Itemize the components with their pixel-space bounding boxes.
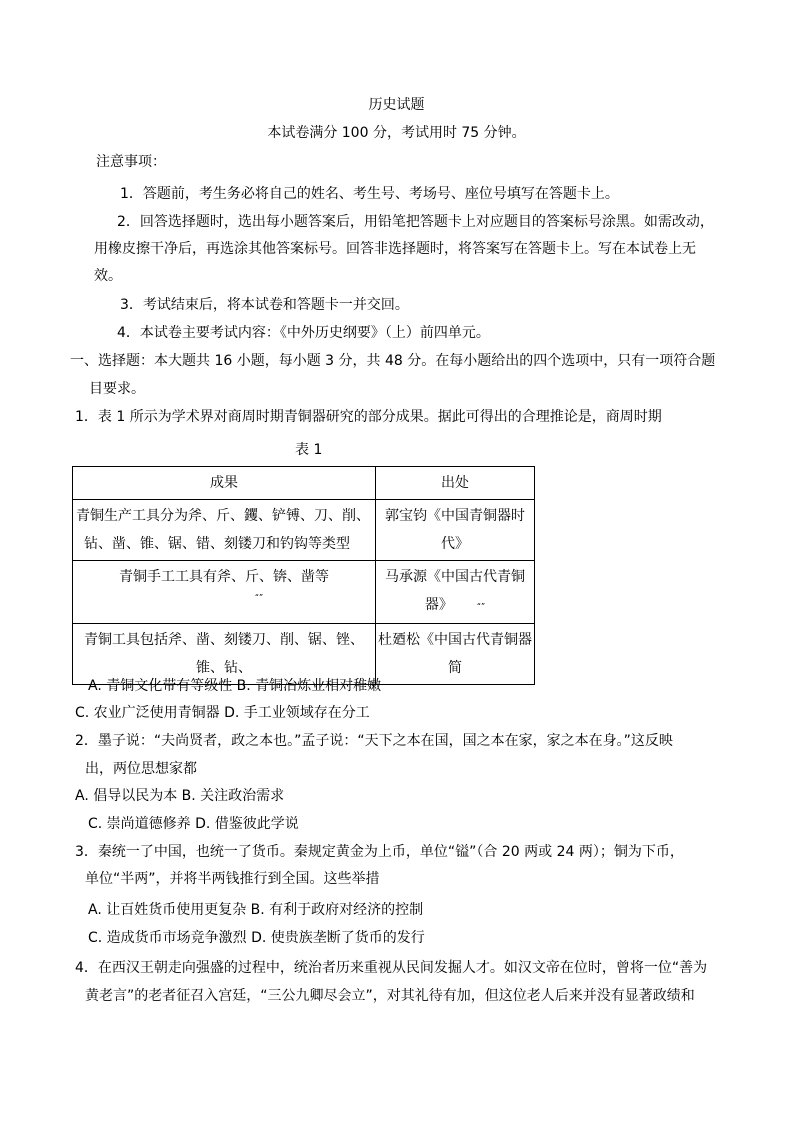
question-1-options-line1: A. 青铜文化带有等级性 B. 青铜冶炼业相对稚嫩 (88, 678, 382, 694)
cell-mark: “” (254, 593, 264, 602)
page-title: 历史试题 (368, 97, 425, 113)
notice-2-line3: 效。 (94, 268, 122, 284)
question-2-options-line1: A. 倡导以民为本 B. 关注政治需求 (75, 788, 285, 804)
table-row (73, 500, 535, 561)
cell-line: 简 (448, 660, 462, 676)
question-3-options-line1: A. 让百姓货币使用更复杂 B. 有利于政府对经济的控制 (88, 902, 424, 918)
question-2-stem-line2: 出，两位思想家都 (85, 761, 197, 777)
question-4-stem-line2: 黄老言”的老者征召入宫廷，“三公九卿尽会立”，对其礼待有加，但这位老人后来并没有显著政绩和 (85, 988, 695, 1004)
cell-line: 锥、钻、 (196, 660, 252, 676)
notice-3: 3．考试结束后，将本试卷和答题卡一并交回。 (120, 297, 409, 313)
section-heading-line1: 一、选择题：本大题共 16 小题，每小题 3 分，共 48 分。在每小题给出的四个选项中，只有一项符合题 (70, 353, 716, 369)
cell-line: 器》 “” (424, 597, 486, 613)
table-row (73, 561, 535, 624)
question-3-stem-line2: 单位“半两”，并将半两钱推行到全国。这些举措 (85, 871, 380, 887)
table-cell-source (376, 561, 535, 624)
cell-line: 青铜生产工具分为斧、斤、钁、铲镈、刀、削、 (76, 508, 370, 524)
question-4-stem-line1: 4．在西汉王朝走向强盛的过程中，统治者历来重视从民间发掘人才。如汉文帝在位时，曾将一位“善为 (75, 960, 708, 976)
cell-line: 代》 (441, 536, 469, 552)
cell-line: 青铜手工工具有斧、斤、锛、凿等 (119, 569, 329, 585)
cell-line: 青铜工具包括斧、凿、刻镂刀、削、锯、锉、 (84, 632, 364, 648)
cell-line: 郭宝钧《中国青铜器时 (385, 508, 525, 524)
notice-label: 注意事项： (96, 154, 166, 170)
table-cell-result (73, 561, 376, 624)
table-title: 表 1 (295, 442, 323, 458)
question-3-stem-line1: 3．秦统一了中国，也统一了货币。秦规定黄金为上币，单位“镒”（合 20 两或 24 两）；铜为下币， (75, 844, 684, 860)
table-header-cell: 成果 (73, 467, 376, 500)
table-header-cell: 出处 (376, 467, 535, 500)
cell-line: 钻、凿、锥、锯、错、刻镂刀和钓钩等类型 (84, 536, 350, 552)
table-header-row (73, 467, 535, 500)
section-heading-line2: 目要求。 (89, 381, 145, 397)
cell-line: 马承源《中国古代青铜 (385, 569, 525, 585)
table-cell-source (376, 500, 535, 561)
page-subtitle: 本试卷满分 100 分，考试用时 75 分钟。 (267, 125, 526, 141)
notice-2-line2: 用橡皮擦干净后，再选涂其他答案标号。回答非选择题时，将答案写在答题卡上。写在本试卷上无 (94, 241, 696, 257)
question-3-options-line2: C. 造成货币市场竞争激烈 D. 使贵族垄断了货币的发行 (88, 930, 425, 946)
results-table (72, 466, 535, 685)
notice-2-line1: 2．回答选择题时，选出每小题答案后，用铅笔把答题卡上对应题目的答案标号涂黑。如需改动， (117, 214, 714, 230)
cell-line: 杜廼松《中国古代青铜器 (378, 632, 532, 648)
question-1-stem: 1．表 1 所示为学术界对商周时期青铜器研究的部分成果。据此可得出的合理推论是，商周时期 (75, 409, 662, 425)
question-2-stem-line1: 2．墨子说：“夫尚贤者，政之本也。”孟子说：“天下之本在国，国之本在家，家之本在身。”这反映 (75, 733, 673, 749)
notice-1: 1．答题前，考生务必将自己的姓名、考生号、考场号、座位号填写在答题卡上。 (120, 186, 619, 202)
table-cell-result (73, 500, 376, 561)
table-cell-source (376, 624, 535, 685)
question-1-options-line2: C. 农业广泛使用青铜器 D. 手工业领域存在分工 (75, 705, 370, 721)
notice-4: 4．本试卷主要考试内容：《中外历史纲要》（上）前四单元。 (117, 325, 490, 341)
question-2-options-line2: C. 崇尚道德修养 D. 借鉴彼此学说 (88, 816, 299, 832)
